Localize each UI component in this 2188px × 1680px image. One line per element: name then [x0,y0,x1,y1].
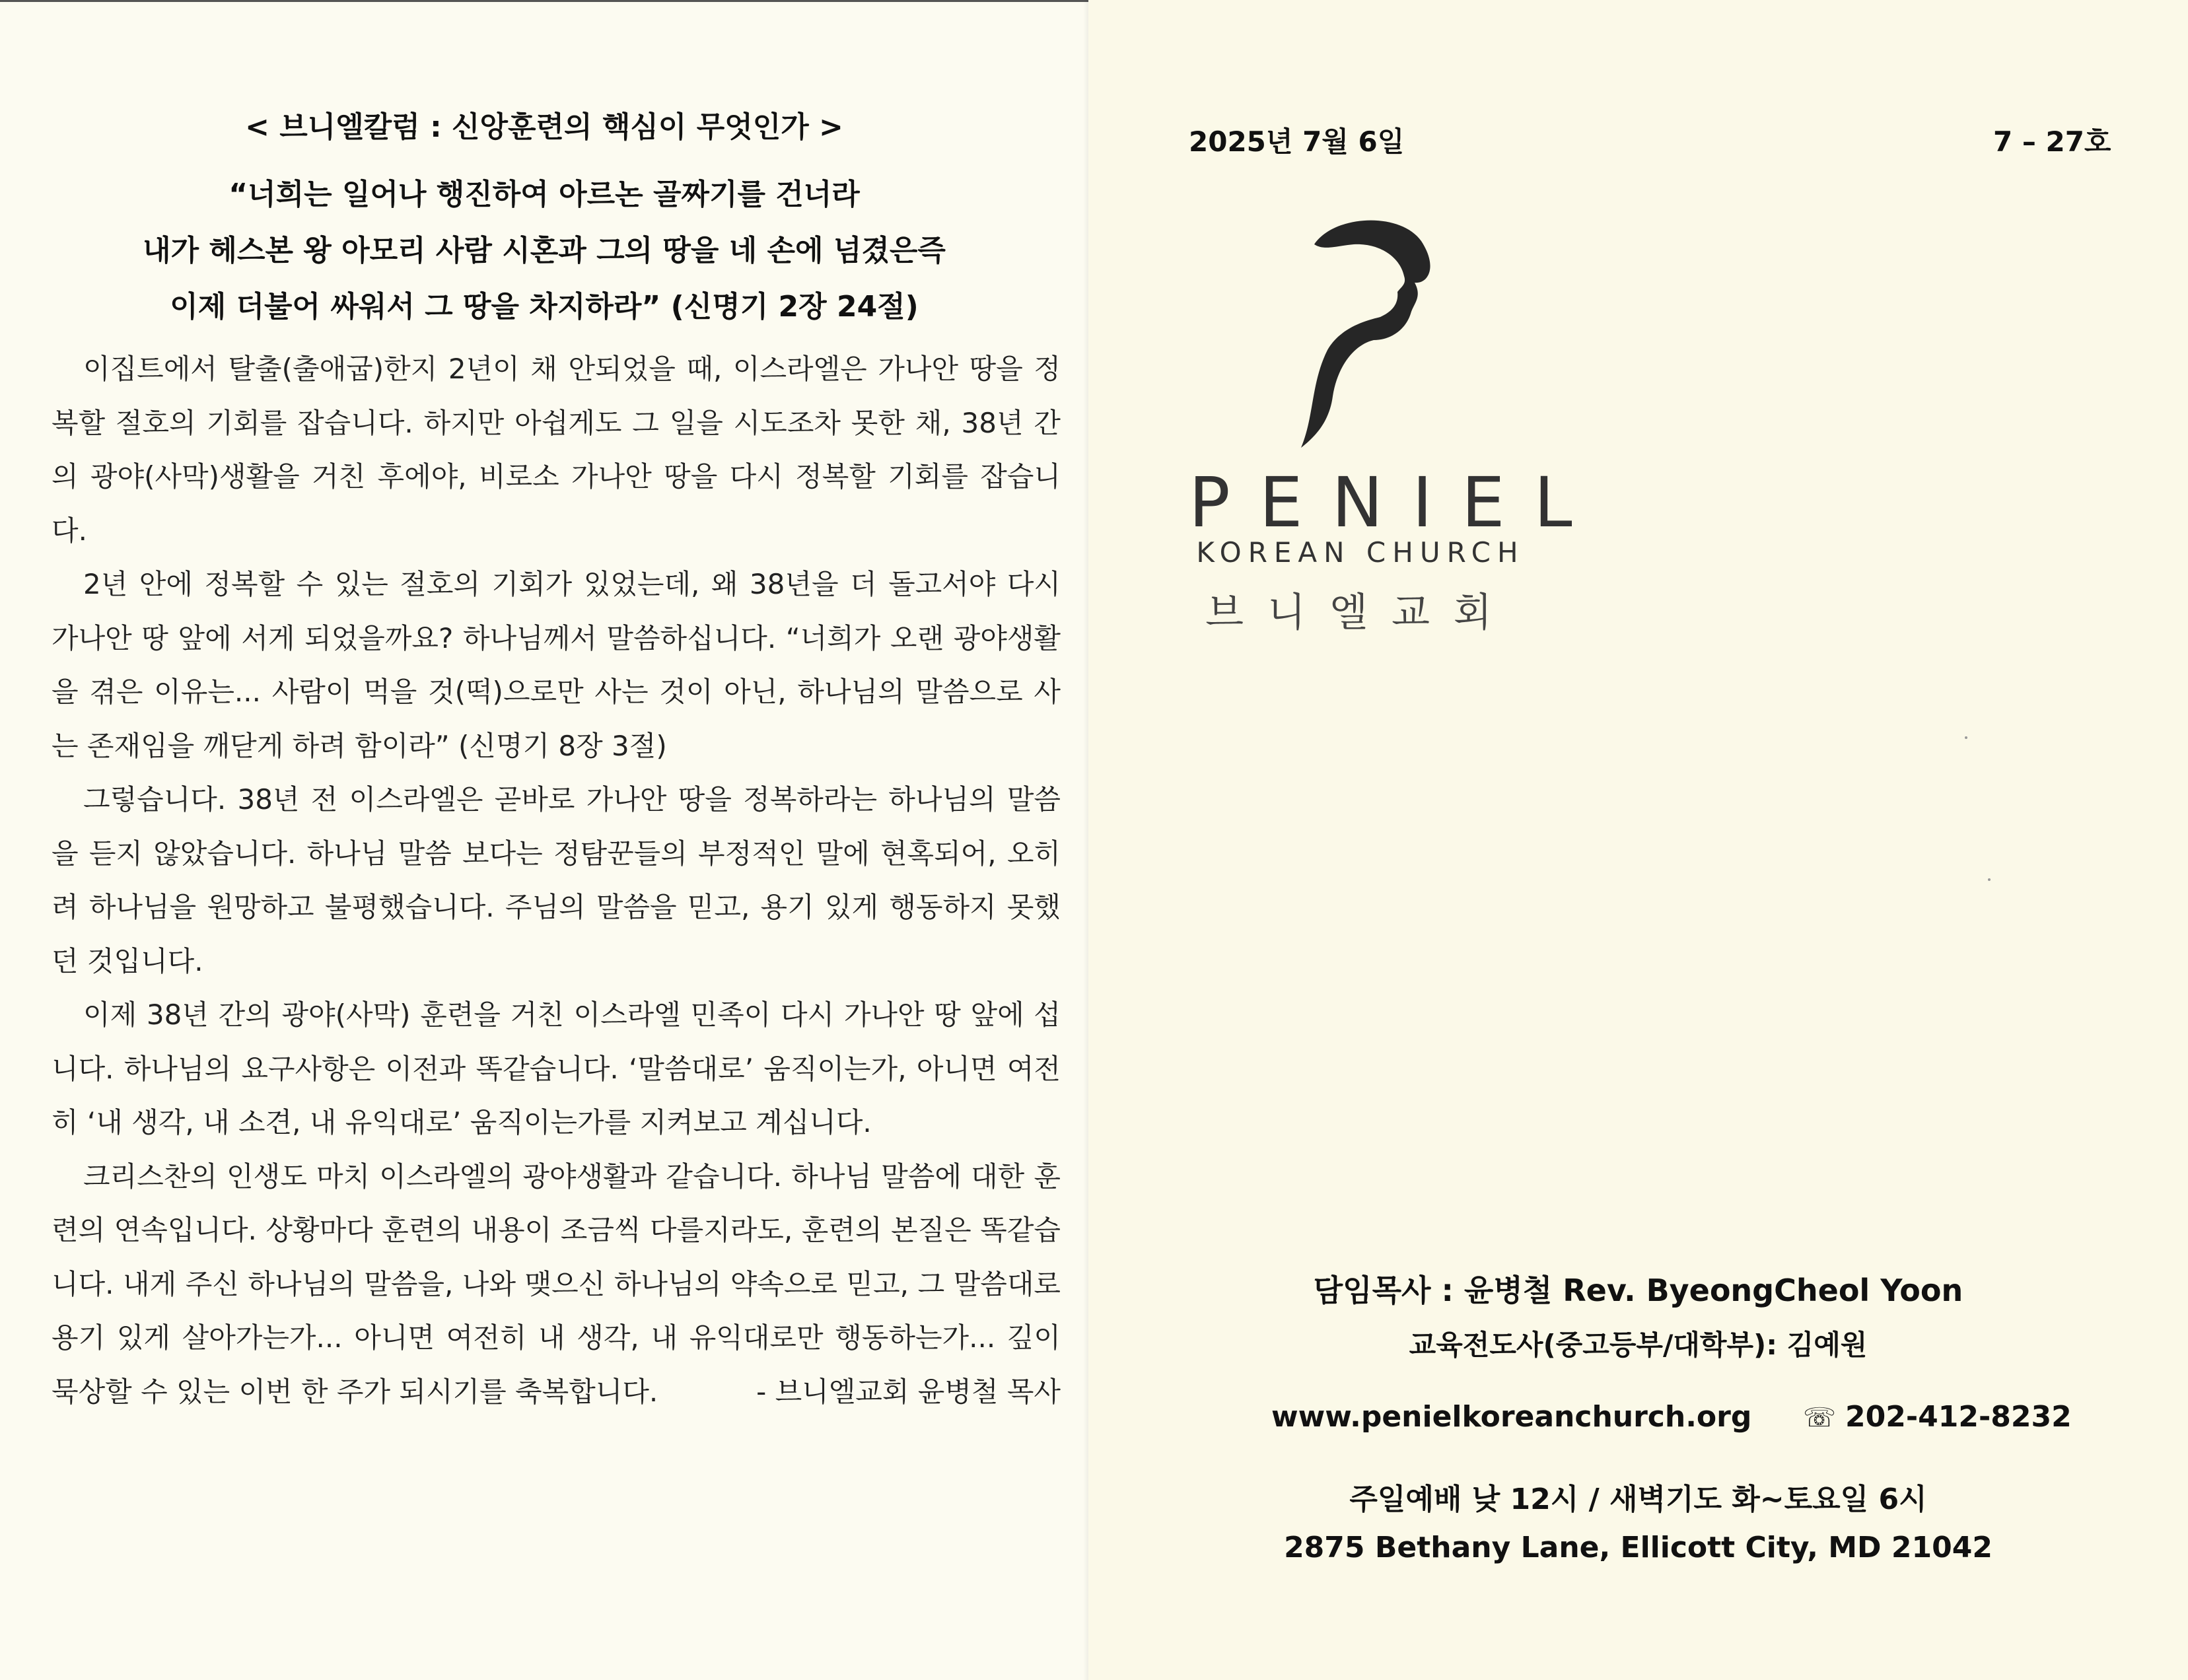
verse-line: 이제 더불어 싸워서 그 땅을 차지하라” (신명기 2장 24절) [170,290,919,324]
education-minister: 교육전도사(중고등부/대학부): 김예원 [1409,1329,1868,1361]
paragraph-text: 크리스찬의 인생도 마치 이스라엘의 광야생활과 같습니다. 하나님 말씀에 대한 훈련의 연속입니다. 상황마다 훈련의 내용이 조금씩 다를지라도, 훈련의 본질은 똑같습니다. 내게 주신 하나님의 말씀을, 나와 맺으신 하나님의 약속으로 믿고, 그 말씀대로 용기 있게 살아가는가... 아니면 여전히 내 생각, 내 유익대로만 행동하는가... 깊이 묵상할 수 있는 이번 한 주가 되시기를 축복합니다. [52,1160,1061,1408]
church-phone [1803,1400,2072,1434]
issue-number: 7 – 27호 [1993,125,2111,158]
senior-pastor: 담임목사 : 윤병철 Rev. ByeongCheol Yoon [1313,1273,1963,1308]
paragraph: 이집트에서 탈출(출애굽)한지 2년이 채 안되었을 때, 이스라엘은 가나안 땅을 정복할 절호의 기회를 잡습니다. 하지만 아쉽게도 그 일을 시도조차 못한 채, 38년 간의 광야(사막)생활을 거친 후에야, 비로소 가나안 땅을 다시 정복할 기회를 잡습니다. [52,353,1061,547]
church-website: www.penielkoreanchurch.org [1271,1400,1752,1434]
scripture-verse [0,166,1088,335]
phone-icon: ☏ [1803,1403,1837,1433]
logo-name: PENIEL [1189,462,1602,543]
paragraph: 그렇습니다. 38년 전 이스라엘은 곧바로 가나안 땅을 정복하라는 하나님의 말씀을 듣지 않았습니다. 하나님 말씀 보다는 정탐꾼들의 부정적인 말에 현혹되어, 오히려 하나님을 원망하고 불평했습니다. 주님의 말씀을 믿고, 용기 있게 행동하지 못했던 것입니다. [52,783,1061,977]
logo-subtitle: KOREAN CHURCH [1196,536,1525,569]
paragraph: 2년 안에 정복할 수 있는 절호의 기회가 있었는데, 왜 38년을 더 돌고서야 다시 가나안 땅 앞에 서게 되었을까요? 하나님께서 말씀하십니다. “너희가 오랜 광야생활을 겪은 이유는... 사람이 먹을 것(떡)으로만 사는 것이 아닌, 하나님의 말씀으로 사는 존재임을 깨닫게 하려 함이라” (신명기 8장 3절) [52,568,1061,762]
peniel-logo-icon [1275,205,1453,449]
column-title: < 브니엘칼럼 : 신앙훈련의 핵심이 무엇인가 > [245,110,843,144]
top-rule [0,0,1088,2]
verse-line: “너희는 일어나 행진하여 아르논 골짜기를 건너라 [229,178,860,211]
paragraph: 이제 38년 간의 광야(사막) 훈련을 거친 이스라엘 민족이 다시 가나안 땅 앞에 섭니다. 하나님의 요구사항은 이전과 똑같습니다. ‘말씀대로’ 움직이는가, 아니면 여전히 ‘내 생각, 내 소견, 내 유익대로’ 움직이는가를 지켜보고 계십니다. [52,998,1061,1138]
bulletin-date: 2025년 7월 6일 [1189,125,1405,158]
service-times: 주일예배 낮 12시 / 새벽기도 화~토요일 6시 [1349,1483,1927,1516]
logo-korean-name: 브니엘교회 [1205,590,1516,636]
left-page [0,0,1088,1680]
column-body [52,342,1061,1418]
scan-speck [1965,736,1967,739]
paragraph [52,1150,1061,1419]
phone-number: 202-412-8232 [1845,1400,2072,1434]
scan-speck [1988,878,1991,881]
signature: - 브니엘교회 윤병철 목사 [756,1375,1061,1408]
verse-line: 내가 헤스본 왕 아모리 사람 시혼과 그의 땅을 네 손에 넘겼은즉 [143,234,946,267]
church-address: 2875 Bethany Lane, Ellicott City, MD 21042 [1284,1531,1993,1564]
